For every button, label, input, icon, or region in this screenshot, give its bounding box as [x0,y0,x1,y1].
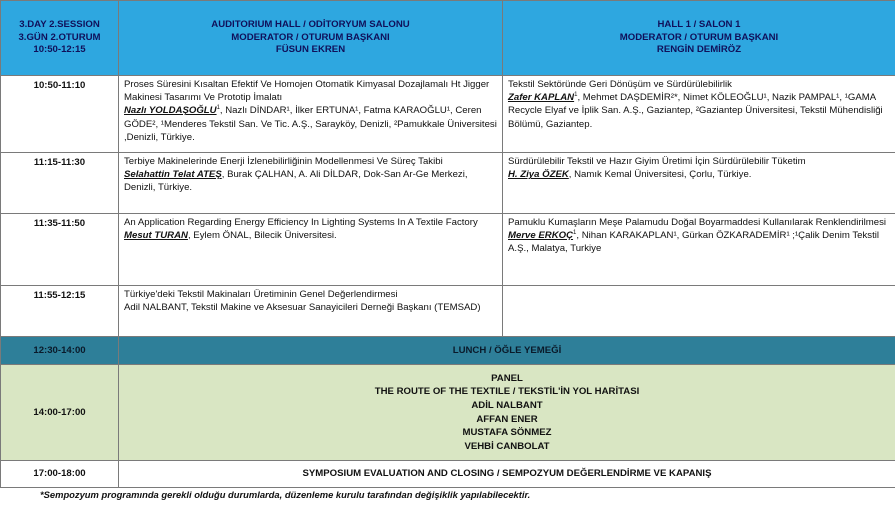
panel-heading: PANEL [491,372,523,384]
lunch-row [1,337,895,365]
presenter-name: Selahattin Telat ATEŞ [124,169,222,181]
closing-time: 17:00-18:00 [1,461,119,488]
talk-cell [503,76,895,153]
talk-cell [503,214,895,286]
presenter-name: H. Ziya ÖZEK [508,169,569,181]
session-gun: 3.GÜN 2.OTURUM [18,31,101,43]
talk-title: Sürdürülebilir Tekstil ve Hazır Giyim Üretimi İçin Sürdürülebilir Tüketim [508,156,806,167]
lunch-label: LUNCH / ÖĞLE YEMEĞİ [119,337,895,365]
talk-cell [119,214,503,286]
hall-a-name: AUDITORIUM HALL / ODİTORYUM SALONU [211,19,410,31]
table-row [1,76,895,153]
session-time: 10:50-12:15 [33,44,86,56]
presenter-affiliation-mark: 1 [574,92,578,99]
session-header [1,1,119,76]
talk-title: An Application Regarding Energy Efficiency In Lighting Systems In A Textile Factory [124,217,478,228]
talk-title: Proses Süresini Kısaltan Efektif Ve Homojen Otomatik Kimyasal Dozajlamalı Ht Jigger Makinesi Tasarımı Ve Prototip İmalatı [124,79,490,104]
panelist: MUSTAFA SÖNMEZ [462,427,552,439]
talk-authors: , Nazlı DİNDAR¹, İlker ERTUNA¹, Fatma KARAOĞLU¹, Ceren GÖDE², ¹Menderes Tekstil San. Ve Tic. A.Ş., Sarayköy, Denizli, ²Pamukkale Üniversitesi ,Denizli, Türkiye. [124,105,497,143]
talk-title: Tekstil Sektöründe Geri Dönüşüm ve Sürdürülebilirlik [508,79,732,90]
panelist: VEHBİ CANBOLAT [464,440,550,452]
panelist: ADİL NALBANT [471,399,543,411]
table-row [1,286,895,337]
hall1-header [503,1,895,76]
slot-time: 11:35-11:50 [1,214,119,286]
presenter-name: Zafer KAPLAN [508,92,575,104]
talk-authors: , Mehmet DAŞDEMİR²*, Nimet KÖLEOĞLU¹, Nazik PAMPAL¹, ¹GAMA Recycle Elyaf ve İplik San. A.Ş., Gaziantep, ²Gaziantep Üniversitesi, Tekstil Mühendisliği Bölümü, Gaziantep. [508,92,883,130]
presenter-affiliation-mark: 1 [216,105,220,112]
slot-time: 11:15-11:30 [1,153,119,214]
table-row [1,153,895,214]
talk-authors: Adil NALBANT, Tekstil Makine ve Aksesuar Sanayicileri Derneği Başkanı (TEMSAD) [124,302,481,314]
session-day: 3.DAY 2.SESSION [19,19,100,31]
panel-title: THE ROUTE OF THE TEXTILE / TEKSTİL'İN YOL HARİTASI [374,386,640,398]
closing-row [1,461,895,488]
header-row [1,1,895,76]
empty-cell [503,286,895,337]
presenter-affiliation-mark: 1 [573,230,577,237]
talk-cell [503,153,895,214]
slot-time: 10:50-11:10 [1,76,119,153]
hall-b-moderator-name: RENGİN DEMİRÖZ [656,44,742,56]
talk-cell [119,286,503,337]
talk-authors: , Nihan KARAKAPLAN¹, Gürkan ÖZKARADEMİR¹ ;¹Çalik Denim Tekstil A.Ş., Malatya, Turkiye [508,230,880,255]
slot-time: 11:55-12:15 [1,286,119,337]
hall-a-moderator-name: FÜSUN EKREN [275,44,346,56]
talk-title: Terbiye Makinelerinde Enerji İzlenebilirliğinin Modellenmesi Ve Süreç Takibi [124,156,443,167]
talk-authors: , Eylem ÖNAL, Bilecik Üniversitesi. [187,230,337,242]
talk-cell [119,153,503,214]
panel-row [1,365,895,461]
table-row [1,214,895,286]
lunch-time: 12:30-14:00 [1,337,119,365]
presenter-name: Mesut TURAN [124,230,188,242]
hall-a-moderator-label: MODERATOR / OTURUM BAŞKANI [231,31,390,43]
panel-time: 14:00-17:00 [1,365,119,461]
panelist: AFFAN ENER [476,413,538,425]
talk-authors: , Namık Kemal Üniversitesi, Çorlu, Türkiye. [568,169,752,181]
hall-b-name: HALL 1 / SALON 1 [657,19,741,31]
talk-cell [119,76,503,153]
talk-authors: , Burak ÇALHAN, A. Ali DİLDAR, Dok-San Ar-Ge Merkezi, Denizli, Türkiye. [124,169,468,194]
footnote: *Sempozyum programında gerekli olduğu durumlarda, düzenleme kurulu tarafından değişiklik yapılabilecektir. [40,489,531,500]
talk-title: Pamuklu Kumaşların Meşe Palamudu Doğal Boyarmaddesi Kullanılarak Renklendirilmesi [508,217,887,228]
closing-label: SYMPOSIUM EVALUATION AND CLOSING / SEMPOZYUM DEĞERLENDİRME VE KAPANIŞ [119,461,895,488]
presenter-name: Merve ERKOÇ [508,230,574,242]
hall-b-moderator-label: MODERATOR / OTURUM BAŞKANI [619,31,779,43]
talk-title: Türkiye'deki Tekstil Makinaları Üretiminin Genel Değerlendirmesi [124,289,398,300]
auditorium-header [119,1,503,76]
presenter-name: Nazlı YOLDAŞOĞLU [124,105,217,117]
panel-content [119,365,895,461]
